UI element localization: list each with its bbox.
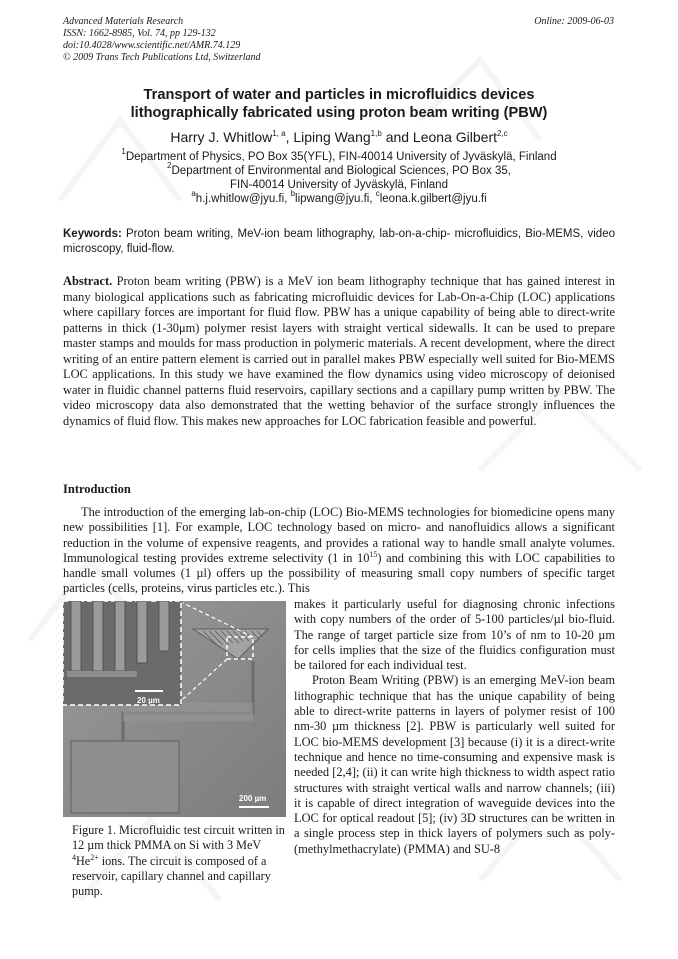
- abstract-label: Abstract.: [63, 274, 113, 288]
- affiliations: [63, 147, 615, 206]
- paper-title: [63, 86, 615, 122]
- title-line-2: lithographically fabricated using proton beam writing (PBW): [130, 105, 548, 121]
- author-list: Harry J. Whitlow$^{1, a}$, Liping Wang$^{1,b}$ and Leona Gilbert$^{2,c}$: [170, 129, 508, 145]
- figure-1-caption: Figure 1. Microfluidic test circuit written in 12 µm thick PMMA on Si with 3 MeV $^4He^{2+}$ ions. The circuit is composed of a reservoir, capillary channel and capillary pump.: [72, 823, 285, 899]
- figure-1-micrograph: [63, 601, 286, 817]
- intro-paragraph-1-cont: makes it particularly useful for diagnosing chronic infections with copy numbers of the order of 5-100 particles/µl bio-fluid. The range of target particle size from 10’s of nm to 10-20 µm for cells implies that the size of the fluidics configuration must be tailored for each individual test.: [294, 597, 615, 673]
- affiliation-2: $^2$Department of Environmental and Biological Sciences, PO Box 35,: [167, 161, 511, 177]
- keywords-section: [63, 227, 615, 257]
- email-link-c[interactable]: leona.k.gilbert@jyu.fi: [379, 193, 487, 205]
- sem-image: [63, 601, 286, 817]
- scale-bar-main-label: 200 µm: [239, 794, 267, 803]
- email-link-a[interactable]: h.j.whitlow@jyu.fi,: [195, 193, 291, 205]
- journal-metadata: [63, 16, 261, 64]
- scale-bar-inset-label: 20 µm: [137, 696, 160, 705]
- intro-paragraph-2: Proton Beam Writing (PBW) is an emerging MeV-ion beam lithographic technique that has the unique capability of being able to direct-write patterns in layers of polymer resist of 100 nm-30 µm thickness [2]. PBW is particularly well suited for LOC bio-MEMS development [3] because (i) it is a direct-write technique and hence no time-consuming and expensive mask is needed [2,4]; (ii) it can write high thickness to width aspect ratio structures with straight vertical walls and narrow channels; (iii) it is capable of direct integration of waveguide devices into the LOC for optical readout [5]; (iv) 3D structures can be written in a single process step in thick layers of polymers such as poly-(methylmethacrylate) (PMMA) and SU-8: [294, 673, 615, 856]
- title-line-1: Transport of water and particles in microfluidics devices: [143, 87, 535, 103]
- author-1-sup: 1, a: [272, 129, 286, 138]
- doi-line: doi:10.4028/www.scientific.net/AMR.74.129: [63, 40, 241, 51]
- issn-line: ISSN: 1662-8985, Vol. 74, pp 129-132: [63, 28, 216, 39]
- abstract-section: [63, 274, 615, 429]
- abstract-text: Proton beam writing (PBW) is a MeV ion beam lithography technique that has gained interest in many biological applications such as fabricating microfluidic devices for Lab-On-a-Chip (LOC) applications where capillary forces are important for fluid flow. PBW has a unique capability of being able to direct-write patterns in thick (1-30μm) polymer resist layers with straight vertical sidewalls. It can be used to prepare master stamps and moulds for mass production in polymeric materials. A recent development, where the direct writing of an entire pattern element is carried out in parallel makes PBW especially well suited for Bio-MEMS LOC applications. In this study we have examined the flow dynamics using video microscopy of deionised water in fluidic channel patterns fluid reservoirs, capillary sections and a capillary pump written by PBW. The video microscopy data also demonstrated that the wetting behavior of the surface strongly influences the dynamics of fluid flow. This makes new approaches for LOC fabrication feasible and powerful.: [63, 274, 615, 428]
- author-2-sup: 1,b: [370, 129, 382, 138]
- keywords-label: Keywords:: [63, 228, 122, 240]
- author-1: Harry J. Whitlow: [170, 129, 273, 145]
- journal-name: Advanced Materials Research: [63, 16, 184, 27]
- email-link-b[interactable]: lipwang@jyu.fi,: [295, 193, 376, 205]
- intro-paragraph-1: The introduction of the emerging lab-on-chip (LOC) Bio-MEMS technologies for biomedicine opens many new possibilities [1]. For example, LOC technology based on micro- and nanofluidics allows a significant reduction in the volume of expensive reagents, and provides a rational way to handle small analyte volumes. Immunological testing provides extreme selectivity (1 in $10^{15}$) and combining this with LOC capabilities to handle small volumes (1 µl) offers up the possibility of measuring small copy numbers of specific target particles (cells, proteins, virus particles etc.). This: [63, 505, 615, 596]
- intro-right-column: [294, 597, 615, 857]
- affiliation-1: $^1$Department of Physics, PO Box 35(YFL), FIN-40014 University of Jyväskylä, Finland: [121, 147, 557, 163]
- affiliation-2-cont: FIN-40014 University of Jyväskylä, Finland: [230, 179, 448, 191]
- email-list: $^a$h.j.whitlow@jyu.fi, $^b$lipwang@jyu.fi, $^c$leona.k.gilbert@jyu.fi: [191, 189, 487, 205]
- author-2: Liping Wang: [293, 129, 371, 145]
- keywords-text: Proton beam writing, MeV-ion beam lithography, lab-on-a-chip- microfluidics, Bio-MEMS, video microscopy, fluid-flow.: [63, 228, 615, 255]
- online-date: Online: 2009-06-03: [534, 16, 614, 27]
- copyright-line: © 2009 Trans Tech Publications Ltd, Switzerland: [63, 52, 261, 63]
- author-3: and Leona Gilbert: [385, 129, 497, 145]
- author-3-sup: 2,c: [497, 129, 508, 138]
- intro-heading: Introduction: [63, 482, 131, 496]
